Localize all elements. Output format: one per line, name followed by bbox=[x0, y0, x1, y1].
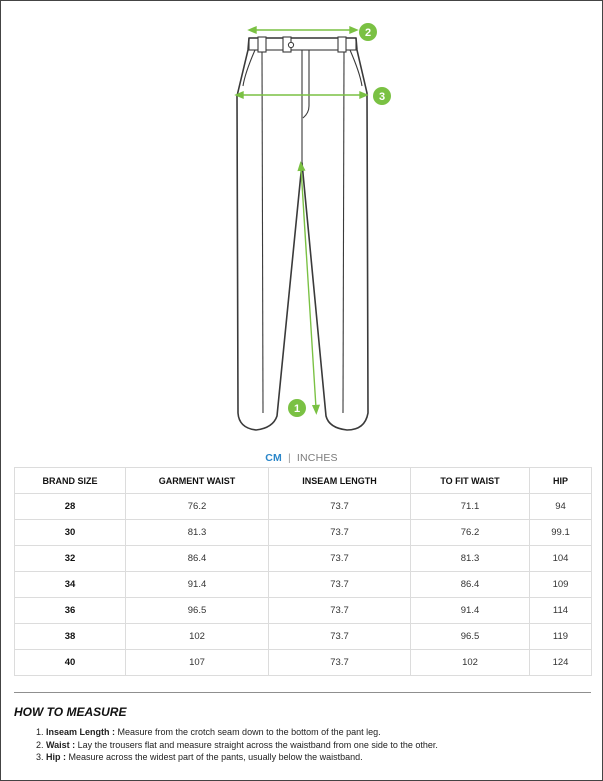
cell-to-fit-waist: 96.5 bbox=[411, 624, 530, 650]
cell-to-fit-waist: 102 bbox=[411, 650, 530, 676]
cell-to-fit-waist: 76.2 bbox=[411, 520, 530, 546]
cell-to-fit-waist: 81.3 bbox=[411, 546, 530, 572]
unit-toggle bbox=[0, 452, 603, 464]
cell-hip: 94 bbox=[530, 494, 592, 520]
svg-text:3: 3 bbox=[378, 91, 386, 103]
marker-1 bbox=[288, 399, 306, 417]
step-term: Hip : bbox=[46, 752, 66, 762]
cell-inseam-length: 73.7 bbox=[269, 494, 411, 520]
cell-hip: 124 bbox=[530, 650, 592, 676]
cell-garment-waist: 102 bbox=[126, 624, 269, 650]
cell-hip: 114 bbox=[530, 598, 592, 624]
unit-inches-option[interactable]: INCHES bbox=[296, 452, 338, 464]
cell-hip: 119 bbox=[530, 624, 592, 650]
header-garment-waist: GARMENT WAIST bbox=[126, 468, 269, 494]
unit-separator: | bbox=[287, 452, 291, 464]
table-row bbox=[15, 494, 592, 520]
list-item bbox=[46, 726, 438, 739]
cell-to-fit-waist: 71.1 bbox=[411, 494, 530, 520]
size-chart-table bbox=[14, 467, 592, 676]
cell-inseam-length: 73.7 bbox=[269, 598, 411, 624]
cell-hip: 104 bbox=[530, 546, 592, 572]
header-to-fit-waist: TO FIT WAIST bbox=[411, 468, 530, 494]
measure-steps-list bbox=[14, 726, 438, 764]
table-row bbox=[15, 520, 592, 546]
step-text: Measure from the crotch seam down to the bottom of the pant leg. bbox=[115, 727, 381, 737]
table-row bbox=[15, 546, 592, 572]
header-hip: HIP bbox=[530, 468, 592, 494]
how-to-measure-title: HOW TO MEASURE bbox=[14, 705, 127, 719]
cell-hip: 109 bbox=[530, 572, 592, 598]
cell-brand-size: 30 bbox=[15, 520, 126, 546]
unit-cm-option[interactable]: CM bbox=[265, 452, 282, 464]
cell-inseam-length: 73.7 bbox=[269, 520, 411, 546]
table-row bbox=[15, 624, 592, 650]
marker-2 bbox=[359, 23, 377, 41]
step-term: Inseam Length : bbox=[46, 727, 116, 737]
cell-brand-size: 32 bbox=[15, 546, 126, 572]
table-row bbox=[15, 650, 592, 676]
cell-garment-waist: 81.3 bbox=[126, 520, 269, 546]
table-row bbox=[15, 598, 592, 624]
cell-inseam-length: 73.7 bbox=[269, 546, 411, 572]
step-text: Lay the trousers flat and measure straight across the waistband from one side to the other. bbox=[75, 739, 438, 750]
cell-garment-waist: 76.2 bbox=[126, 494, 269, 520]
list-item bbox=[46, 739, 438, 752]
cell-to-fit-waist: 86.4 bbox=[411, 572, 530, 598]
svg-text:1: 1 bbox=[293, 403, 301, 415]
section-divider bbox=[14, 692, 591, 693]
cell-brand-size: 40 bbox=[15, 650, 126, 676]
header-inseam-length: INSEAM LENGTH bbox=[269, 468, 411, 494]
cell-inseam-length: 73.7 bbox=[269, 650, 411, 676]
marker-3 bbox=[373, 87, 391, 105]
table-header-row bbox=[15, 468, 592, 494]
table-row bbox=[15, 572, 592, 598]
cell-inseam-length: 73.7 bbox=[269, 624, 411, 650]
cell-garment-waist: 86.4 bbox=[126, 546, 269, 572]
header-brand-size: BRAND SIZE bbox=[15, 468, 126, 494]
cell-garment-waist: 96.5 bbox=[126, 598, 269, 624]
pants-measurement-illustration bbox=[225, 18, 395, 438]
cell-brand-size: 34 bbox=[15, 572, 126, 598]
list-item bbox=[46, 751, 438, 764]
svg-text:2: 2 bbox=[364, 27, 372, 39]
step-term: Waist : bbox=[46, 739, 76, 750]
cell-to-fit-waist: 91.4 bbox=[411, 598, 530, 624]
cell-brand-size: 36 bbox=[15, 598, 126, 624]
cell-inseam-length: 73.7 bbox=[269, 572, 411, 598]
step-text: Measure across the widest part of the pants, usually below the waistband. bbox=[66, 752, 363, 762]
cell-hip: 99.1 bbox=[530, 520, 592, 546]
cell-garment-waist: 91.4 bbox=[126, 572, 269, 598]
cell-brand-size: 28 bbox=[15, 494, 126, 520]
cell-garment-waist: 107 bbox=[126, 650, 269, 676]
cell-brand-size: 38 bbox=[15, 624, 126, 650]
